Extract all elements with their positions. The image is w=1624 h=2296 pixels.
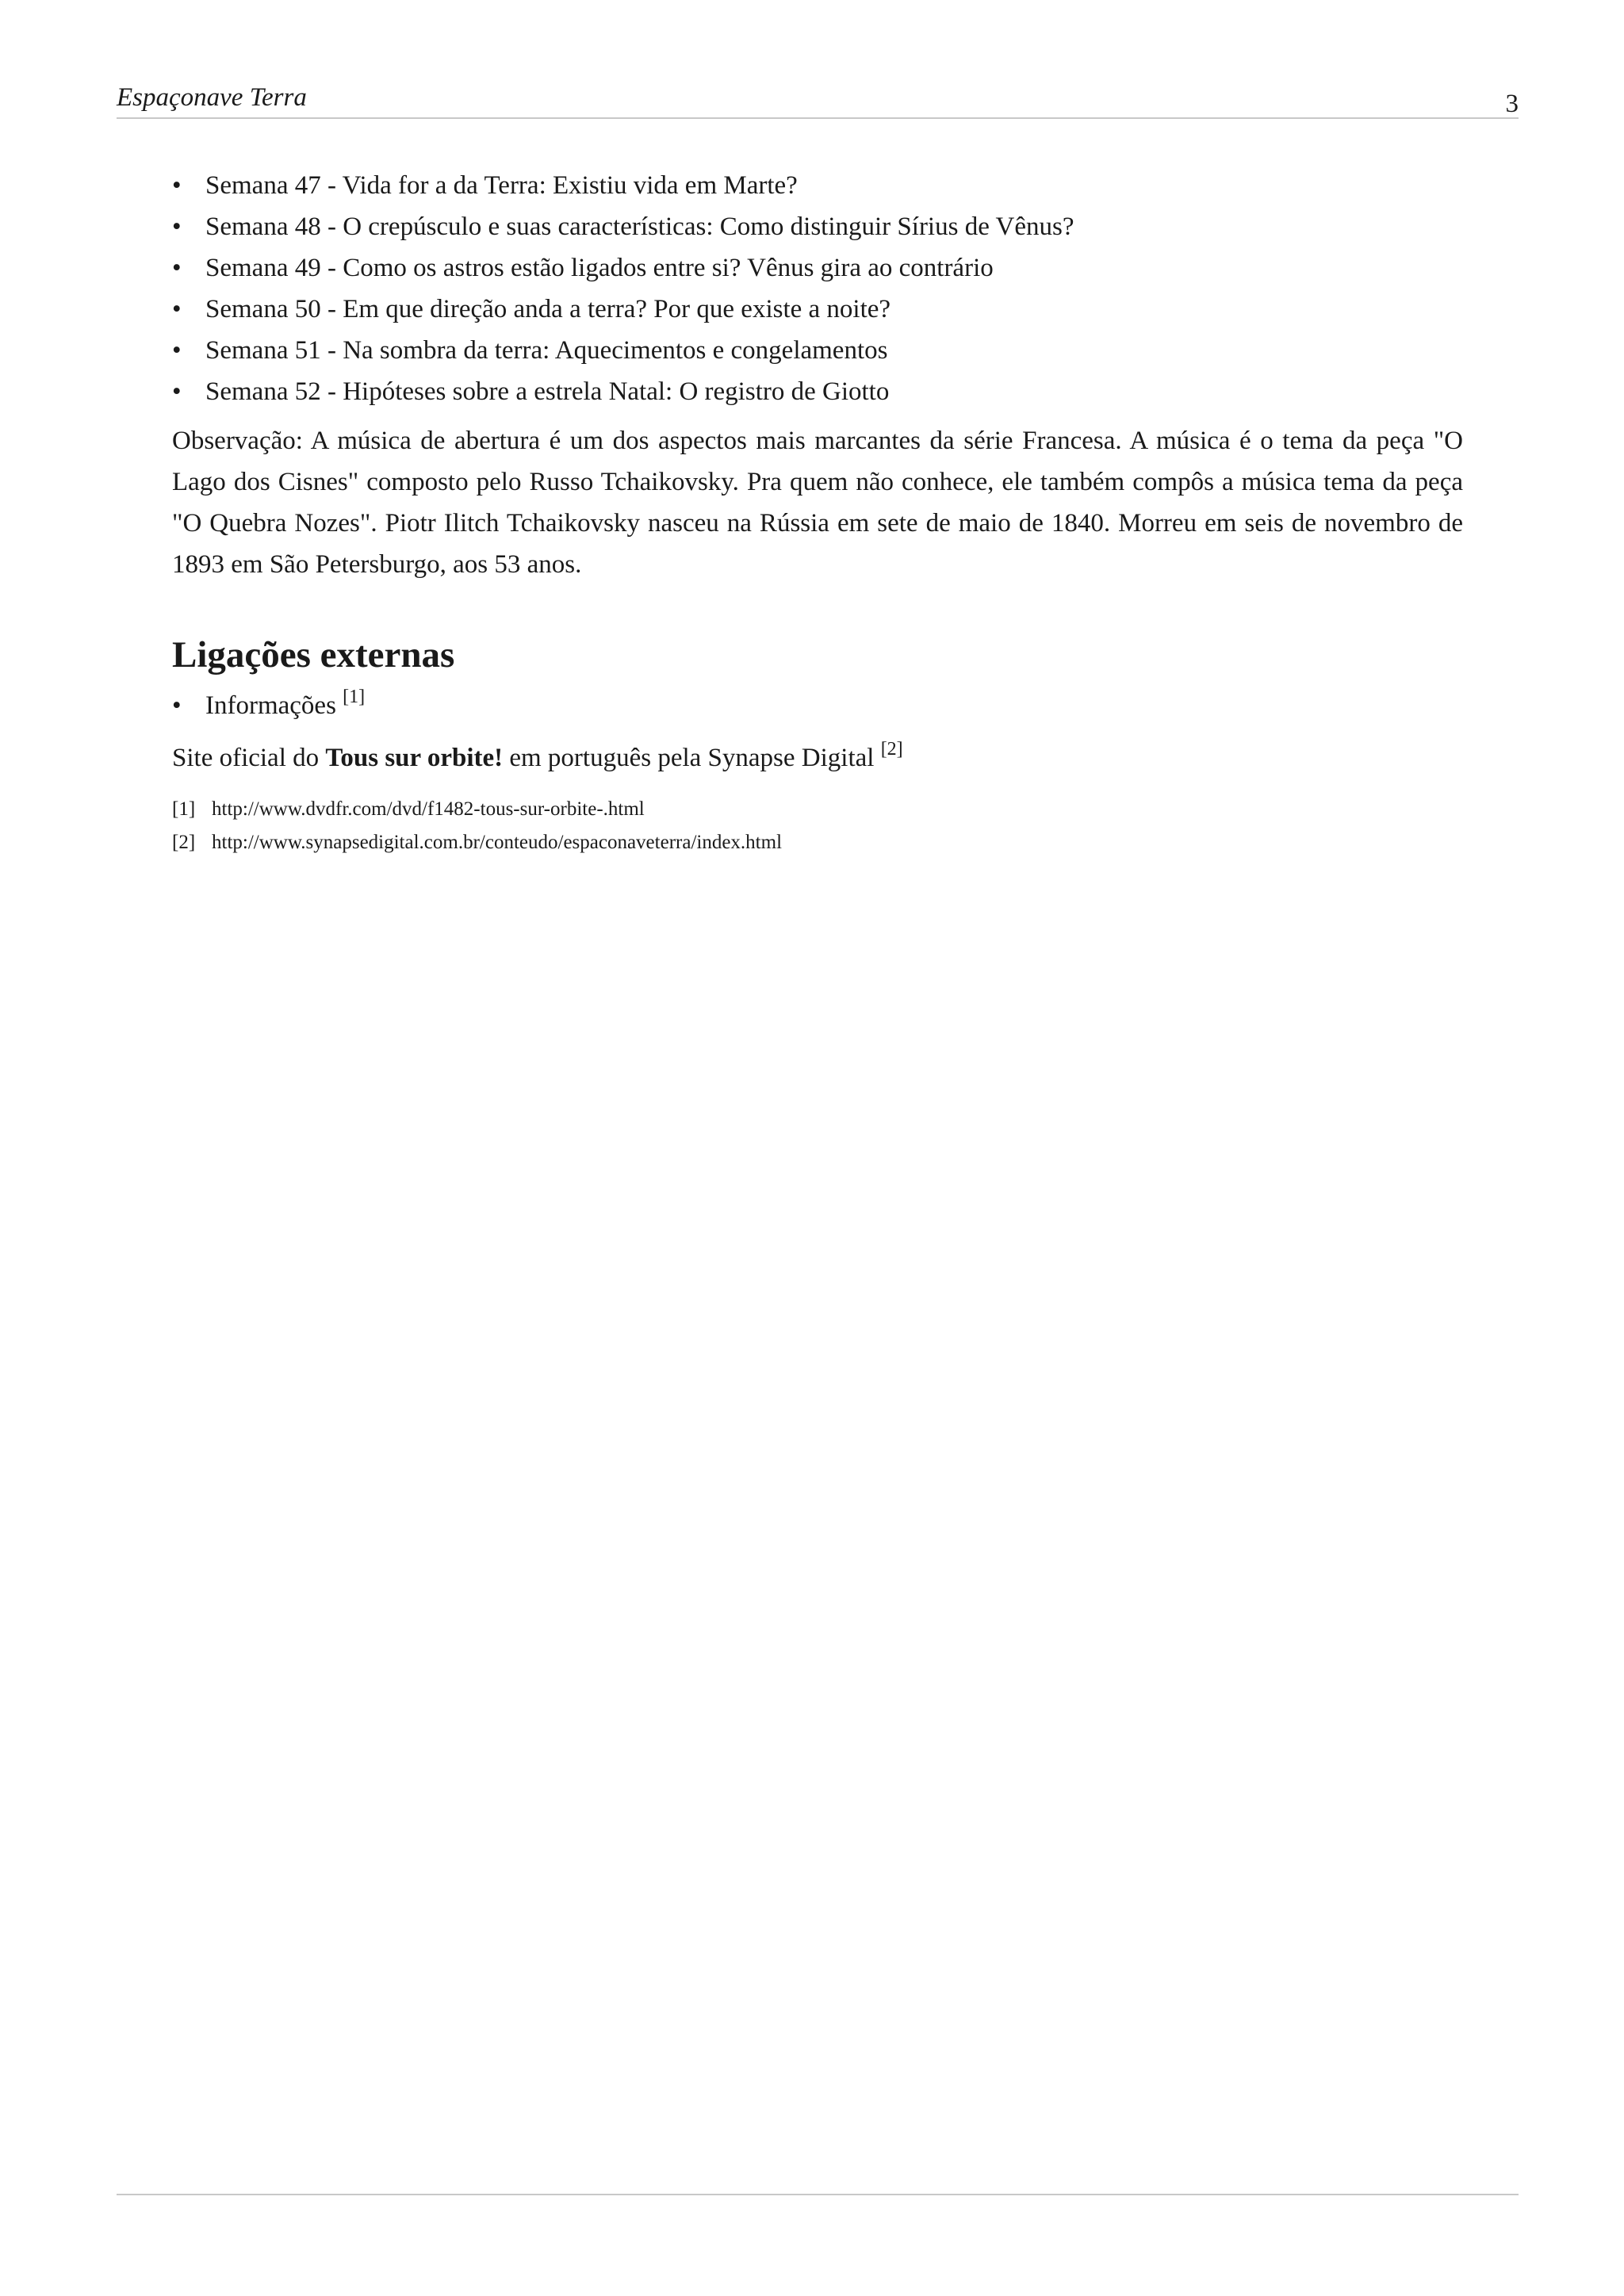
reference-marker[interactable]: [1] — [343, 687, 366, 707]
reference-item — [172, 826, 1463, 859]
official-site-suffix: em português pela Synapse Digital — [503, 744, 881, 772]
page-header — [117, 78, 1519, 119]
week-list — [172, 165, 1463, 412]
list-item-informacoes — [172, 685, 1463, 726]
official-site-prefix: Site oficial do — [172, 744, 326, 772]
running-title: Espaçonave Terra — [117, 83, 307, 112]
list-item: • Semana 48 - O crepúsculo e suas características: Como distinguir Sírius de Vênus? — [172, 206, 1463, 247]
list-item: • Semana 49 - Como os astros estão ligados entre si? Vênus gira ao contrário — [172, 247, 1463, 289]
reference-marker[interactable]: [2] — [880, 739, 903, 760]
reference-url[interactable]: http://www.dvdfr.com/dvd/f1482-tous-sur-orbite-.html — [212, 798, 645, 820]
references-list — [172, 793, 1463, 859]
list-item: • Semana 51 - Na sombra da terra: Aquecimentos e congelamentos — [172, 330, 1463, 371]
list-item: • Semana 50 - Em que direção anda a terra? Por que existe a noite? — [172, 289, 1463, 330]
external-links-list — [172, 685, 1463, 726]
page-content — [172, 165, 1463, 859]
official-site-title: Tous sur orbite! — [325, 744, 504, 772]
section-heading-external-links: Ligações externas — [172, 634, 455, 675]
observation-paragraph: Observação: A música de abertura é um dos aspectos mais marcantes da série Francesa. A música é o tema da peça "O Lago dos Cisnes" composto pelo Russo Tchaikovsky. Pra quem não conhece, ele também compôs a música tema da peça "O Quebra Nozes". Piotr Ilitch Tchaikovsky nasceu na Rússia em sete de maio de 1840. Morreu em seis de novembro de 1893 em São Petersburgo, aos 53 anos. — [172, 427, 1463, 579]
page-number: 3 — [1505, 90, 1519, 118]
reference-url[interactable]: http://www.synapsedigital.com.br/conteudo/espaconaveterra/index.html — [212, 832, 783, 853]
reference-label: [2] — [172, 832, 196, 853]
list-item: • Semana 52 - Hipóteses sobre a estrela Natal: O registro de Giotto — [172, 371, 1463, 412]
footer-rule — [117, 2194, 1519, 2195]
reference-item — [172, 793, 1463, 826]
list-item: • Semana 47 - Vida for a da Terra: Existiu vida em Marte? — [172, 165, 1463, 206]
official-site-line — [172, 737, 1463, 779]
reference-label: [1] — [172, 798, 196, 820]
informacoes-link[interactable]: Informações — [205, 691, 336, 720]
